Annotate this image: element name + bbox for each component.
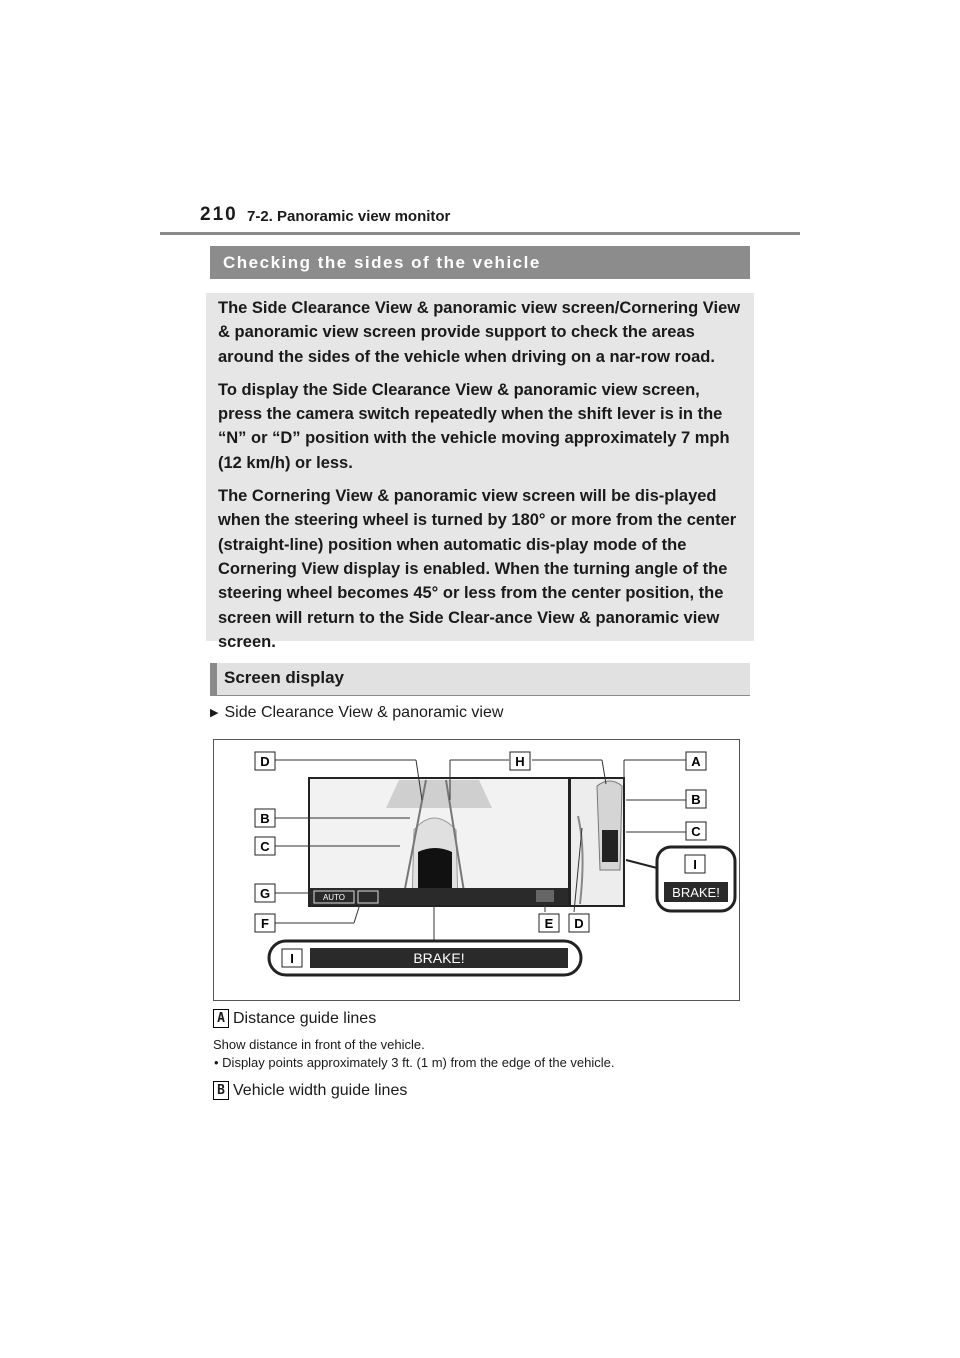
bullet-item bbox=[210, 704, 503, 722]
intro-box bbox=[206, 293, 754, 651]
item-a-label: Distance guide lines bbox=[233, 1010, 377, 1027]
item-a-note: • Display points approximately 3 ft. (1 m) from the edge of the vehicle. bbox=[214, 1055, 615, 1070]
svg-text:I: I bbox=[290, 951, 294, 966]
intro-paragraph: The Cornering View & panoramic view screen will be dis-played when the steering wheel is turned by 180° or more from the center (straight-line) position when automatic dis-play mode of the Cornering View display is enabled. When the turning angle of the steering wheel becomes 45° or less from the center position, the screen will return to the Side Clear-ance View & panoramic view screen. bbox=[218, 487, 737, 651]
brake-callout-bottom bbox=[269, 941, 581, 975]
triangle-bullet-icon: ▶ bbox=[210, 707, 219, 719]
svg-text:H: H bbox=[515, 754, 525, 769]
badge-b: B bbox=[213, 1081, 229, 1100]
header-divider bbox=[160, 232, 800, 235]
subheading: Screen display bbox=[210, 663, 750, 695]
auto-label: AUTO bbox=[322, 893, 346, 902]
brake-callout-right bbox=[626, 847, 735, 911]
svg-text:F: F bbox=[261, 916, 269, 931]
svg-text:BRAKE!: BRAKE! bbox=[413, 950, 465, 966]
item-a-desc: Show distance in front of the vehicle. bbox=[213, 1037, 425, 1052]
badge-a: A bbox=[213, 1009, 229, 1028]
svg-text:C: C bbox=[260, 839, 270, 854]
intro-paragraph: To display the Side Clearance View & panoramic view screen, press the camera switch repeatedly when the shift lever is in the “N” or “D” position with the vehicle moving approximately 7 mph (12 km/h) or less. bbox=[218, 380, 730, 472]
section-header: 7-2. Panoramic view monitor bbox=[247, 208, 451, 225]
front-area-shade bbox=[386, 780, 492, 808]
screen-illustration bbox=[214, 740, 741, 1002]
screen-figure bbox=[213, 739, 740, 1001]
view-switch-button bbox=[536, 890, 554, 902]
svg-text:E: E bbox=[544, 916, 554, 931]
item-b-label: Vehicle width guide lines bbox=[233, 1082, 408, 1099]
svg-text:D: D bbox=[260, 754, 270, 769]
bullet-text: Side Clearance View & panoramic view bbox=[224, 704, 504, 721]
svg-text:C: C bbox=[691, 824, 701, 839]
svg-text:D: D bbox=[574, 916, 584, 931]
svg-text:B: B bbox=[260, 811, 270, 826]
svg-text:I: I bbox=[693, 857, 697, 872]
subheading-divider bbox=[210, 695, 750, 696]
panoramic-vehicle-roof bbox=[602, 830, 618, 862]
item-a bbox=[213, 1010, 376, 1029]
item-b bbox=[213, 1082, 407, 1101]
vehicle-windshield bbox=[418, 848, 452, 890]
svg-text:G: G bbox=[259, 886, 271, 901]
svg-text:B: B bbox=[691, 792, 701, 807]
intro-paragraph: The Side Clearance View & panoramic view screen/Cornering View & panoramic view screen provide support to check the areas around the sides of the vehicle when driving on a nar-row road. bbox=[218, 299, 741, 366]
svg-text:A: A bbox=[691, 754, 701, 769]
svg-text:BRAKE!: BRAKE! bbox=[672, 885, 720, 900]
section-title: Checking the sides of the vehicle bbox=[210, 246, 750, 279]
page-number: 210 bbox=[200, 204, 238, 225]
